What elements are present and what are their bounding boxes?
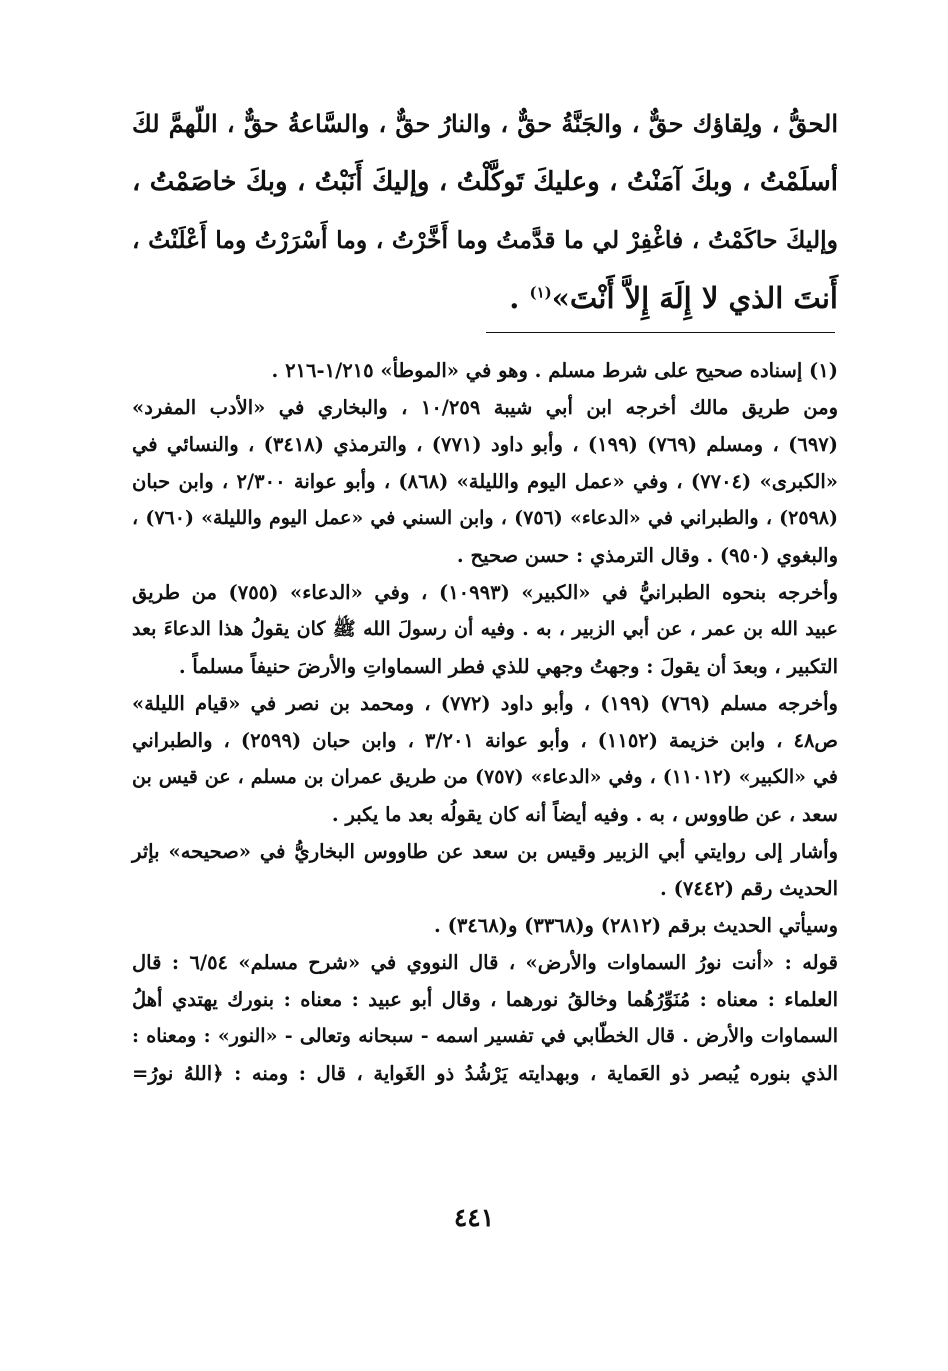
main-text-line: أسلَمْتُ ، وبكَ آمَنْتُ ، وعليكَ تَوكَّلْتُ ، وإليكَ أَنَبْتُ ، وبكَ خاصَمْتُ ، <box>132 167 838 197</box>
footnote-line: الحديث رقم (٧٤٤٢) . <box>660 877 838 900</box>
footnote-line: «الكبرى» (٧٧٠٤) ، وفي «عمل اليوم والليلة» (٨٦٨) ، وأبو عوانة ٢/٣٠٠ ، وابن حبان <box>132 470 838 493</box>
footnote-line: ص٤٨ ، وابن خزيمة (١١٥٢) ، وأبو عوانة ٣/٢٠١ ، وابن حبان (٢٥٩٩) ، والطبراني <box>132 729 838 752</box>
footnote-line: وأخرجه مسلم (٧٦٩) (١٩٩) ، وأبو داود (٧٧٢) ، ومحمد بن نصر في «قيام الليلة» <box>132 692 838 715</box>
main-text-line: الحقُّ ، ولِقاؤك حقٌّ ، والجَنَّةُ حقٌّ ، والنارُ حقٌّ ، والسَّاعةُ حقٌّ ، اللّهمَّ لكَ <box>132 109 838 138</box>
footnote-line: ومن طريق مالك أخرجه ابن أبي شيبة ١٠/٢٥٩ ، والبخاري في «الأدب المفرد» <box>132 396 838 419</box>
footnote-line: والبغوي (٩٥٠) . وقال الترمذي : حسن صحيح . <box>456 544 838 567</box>
footnote-line: سعد ، عن طاووس ، به . وفيه أيضاً أنه كان يقولُه بعد ما يكبر . <box>331 803 838 826</box>
main-text-block <box>132 95 838 327</box>
main-text-line-content: أَنتَ الذي لا إِلَهَ إِلاَّ أَنْتَ» <box>551 281 838 315</box>
footnote-line: (١) إسناده صحيح على شرط مسلم . وهو في «الموطأ» ١/٢١٥-٢١٦ . <box>271 359 838 382</box>
footnote-line: (٦٩٧) ، ومسلم (٧٦٩) (١٩٩) ، وأبو داود (٧٧١) ، والترمذي (٣٤١٨) ، والنسائي في <box>132 433 838 456</box>
footnote-line: قوله : «أنت نورُ السماوات والأرض» ، قال النووي في «شرح مسلم» ٦/٥٤ : قال <box>132 951 838 974</box>
footnote-line: وأشار إلى روايتي أبي الزبير وقيس بن سعد عن طاووس البخاريُّ في «صحيحه» بإثر <box>132 840 838 863</box>
footnote-line: التكبير ، وبعدَ أن يقولَ : وجهتُ وجهي للذي فطر السماواتِ والأرضَ حنيفاً مسلماً . <box>178 655 838 678</box>
footnote-line: الذي بنوره يُبصر ذو العَماية ، وبهدايته يَرْشُدُ ذو الغَواية ، قال : ومنه : ﴿اللهُ نورُ= <box>132 1062 838 1085</box>
main-text-final-period: . <box>509 281 530 315</box>
footnote-line: العلماء : معناه : مُنَوِّرُهُما وخالقُ نورهما ، وقال أبو عبيد : معناه : بنورك يهتدي أهلُ <box>132 988 838 1011</box>
footnote-line: عبيد الله بن عمر ، عن أبي الزبير ، به . وفيه أن رسولَ الله ﷺ كان يقولُ هذا الدعاءَ بعد <box>132 618 838 640</box>
footnote-line: وأخرجه بنحوه الطبرانيُّ في «الكبير» (١٠٩٩٣) ، وفي «الدعاء» (٧٥٥) من طريق <box>132 581 839 604</box>
footnote-line: السماوات والأرض . قال الخطّابي في تفسير اسمه - سبحانه وتعالى - «النور» : ومعناه : <box>132 1025 838 1047</box>
footnote-line: في «الكبير» (١١٠١٢) ، وفي «الدعاء» (٧٥٧) من طريق عمران بن مسلم ، عن قيس بن <box>132 766 838 788</box>
footnotes-block <box>132 352 838 1092</box>
main-text-line <box>132 269 838 327</box>
main-text-line: وإليكَ حاكَمْتُ ، فاغْفِرْ لي ما قدَّمتُ وما أَخَّرْتُ ، وما أَسْرَرْتُ وما أَعْلَنْتُ ، <box>132 226 838 254</box>
page-number: ٤٤١ <box>453 1203 495 1232</box>
footnote-line: (٢٥٩٨) ، والطبراني في «الدعاء» (٧٥٦) ، وابن السني في «عمل اليوم والليلة» (٧٦٠) ، <box>132 507 838 529</box>
footnote-separator-line <box>486 332 835 333</box>
footnote-line: وسيأتي الحديث برقم (٢٨١٢) و(٣٣٦٨) و(٣٤٦٨) . <box>434 914 838 937</box>
footnote-reference-marker[interactable]: (١) <box>529 283 552 302</box>
